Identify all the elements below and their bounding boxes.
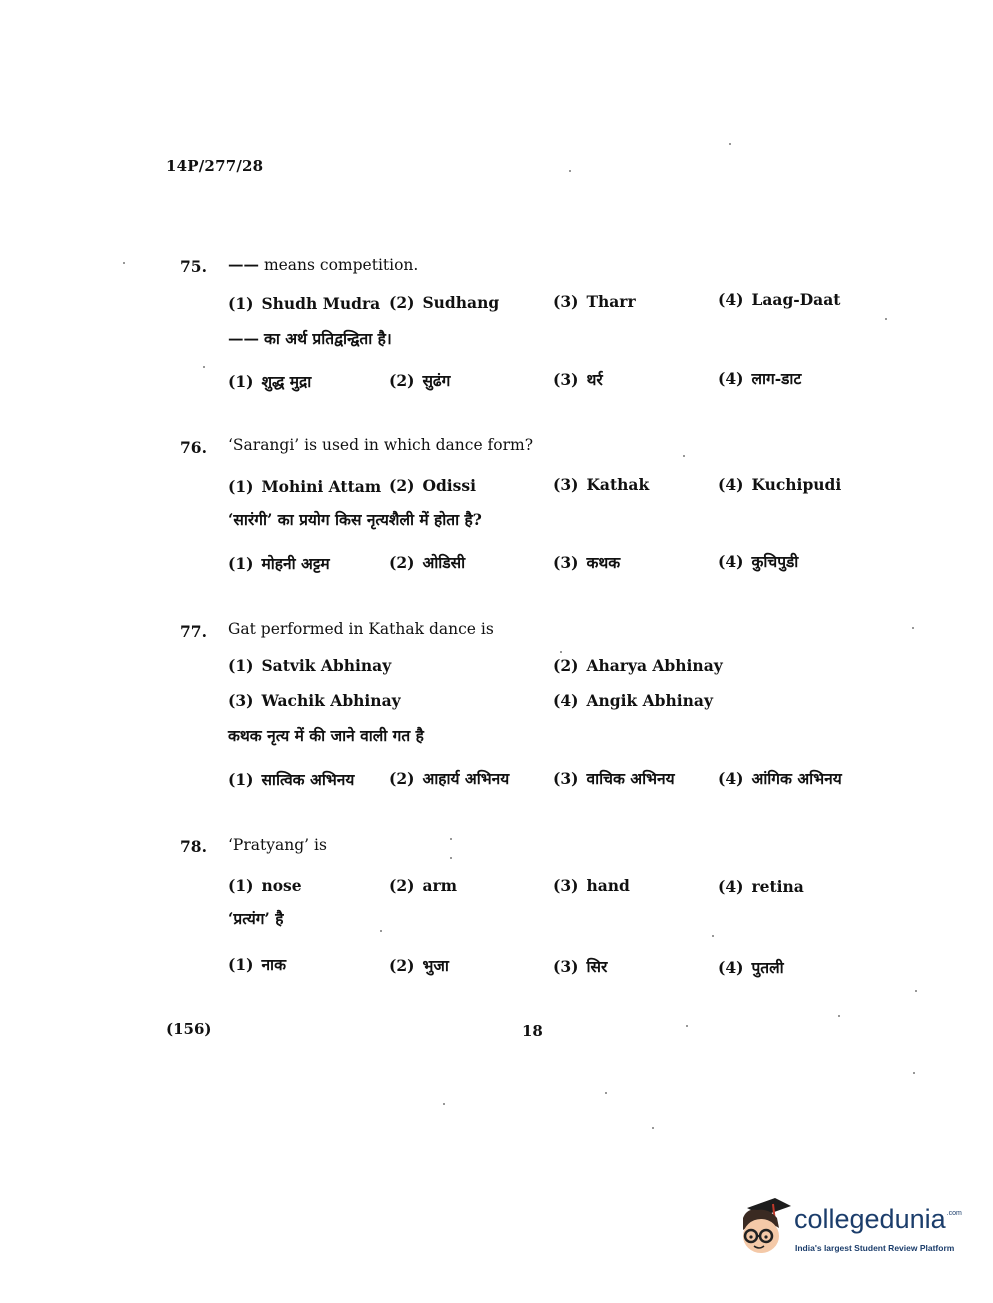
scan-speck: [123, 262, 125, 264]
question-en: ‘Pratyang’ is: [228, 836, 327, 854]
booklet-code: (156): [166, 1020, 212, 1038]
option-hi: (2) आहार्य अभिनय: [389, 769, 510, 788]
question-hi: —— का अर्थ प्रतिद्वन्द्विता है।: [228, 329, 392, 348]
question-en: means competition.: [263, 256, 419, 274]
option-hi: (3) कथक: [553, 553, 621, 572]
option: (1) nose: [228, 876, 302, 895]
scan-speck: [885, 318, 887, 320]
option-hi: (1) शुद्ध मुद्रा: [228, 372, 312, 391]
logo-tagline: India's largest Student Review Platform: [795, 1243, 955, 1253]
option: (2) arm: [389, 876, 458, 895]
question-en: Gat performed in Kathak dance is: [228, 620, 494, 638]
scan-speck: [450, 838, 452, 840]
scan-speck: [203, 366, 205, 368]
option-hi: (4) आंगिक अभिनय: [718, 769, 842, 788]
option: (3) Tharr: [553, 292, 636, 311]
option: (4) retina: [718, 877, 804, 896]
scan-speck: [912, 627, 914, 629]
option-hi: (2) सुढंग: [389, 371, 451, 390]
scan-speck: [443, 1103, 445, 1105]
option-hi: (2) भुजा: [389, 956, 449, 975]
option: (2) Odissi: [389, 476, 477, 495]
question-number: 75.: [180, 257, 207, 276]
page-number: 18: [522, 1022, 543, 1040]
scan-speck: [838, 1015, 840, 1017]
collegedunia-logo: [733, 1196, 963, 1262]
mascot-icon: [733, 1196, 793, 1262]
question-text: [228, 255, 418, 274]
scan-speck: [683, 455, 685, 457]
option: (1) Mohini Attam: [228, 477, 382, 496]
blank-line: ——: [228, 255, 259, 274]
option: (2) Aharya Abhinay: [553, 656, 723, 675]
question-hi: ‘प्रत्यंग’ है: [228, 909, 284, 928]
logo-wordmark: collegedunia$^{.com}$: [794, 1204, 962, 1234]
option: (1) Shudh Mudra: [228, 294, 381, 313]
option-hi: (4) लाग-डाट: [718, 369, 802, 388]
option-hi: (1) नाक: [228, 955, 286, 974]
question-number: 77.: [180, 622, 207, 641]
option-hi: (1) सात्विक अभिनय: [228, 770, 355, 789]
option-hi: (1) मोहनी अट्टम: [228, 554, 330, 573]
option-hi: (2) ओडिसी: [389, 553, 466, 572]
scan-speck: [915, 990, 917, 992]
option: (3) hand: [553, 876, 630, 895]
option: (1) Satvik Abhinay: [228, 656, 392, 675]
option-hi: (3) सिर: [553, 957, 608, 976]
option: (2) Sudhang: [389, 293, 500, 312]
option: (4) Kuchipudi: [718, 475, 842, 494]
option: (3) Kathak: [553, 475, 650, 494]
question-hi: ‘सारंगी’ का प्रयोग किस नृत्यशैली में होता है?: [228, 510, 482, 529]
paper-code: 14P/277/28: [166, 157, 264, 175]
option: (4) Angik Abhinay: [553, 691, 713, 710]
option-hi: (3) थर्र: [553, 370, 603, 389]
scan-speck: [652, 1127, 654, 1129]
scan-speck: [729, 143, 731, 145]
option: (4) Laag-Daat: [718, 290, 841, 309]
option: (3) Wachik Abhinay: [228, 691, 401, 710]
scan-speck: [913, 1072, 915, 1074]
option-hi: (4) पुतली: [718, 958, 784, 977]
scan-speck: [712, 935, 714, 937]
question-hi: कथक नृत्य में की जाने वाली गत है: [228, 726, 424, 745]
question-number: 76.: [180, 438, 207, 457]
option-hi: (3) वाचिक अभिनय: [553, 769, 675, 788]
scan-speck: [686, 1025, 688, 1027]
scan-speck: [380, 930, 382, 932]
scan-speck: [560, 651, 562, 653]
question-en: ‘Sarangi’ is used in which dance form?: [228, 436, 534, 454]
option-hi: (4) कुचिपुडी: [718, 552, 799, 571]
scan-speck: [605, 1092, 607, 1094]
question-number: 78.: [180, 837, 207, 856]
scan-speck: [450, 857, 452, 859]
scan-speck: [569, 170, 571, 172]
